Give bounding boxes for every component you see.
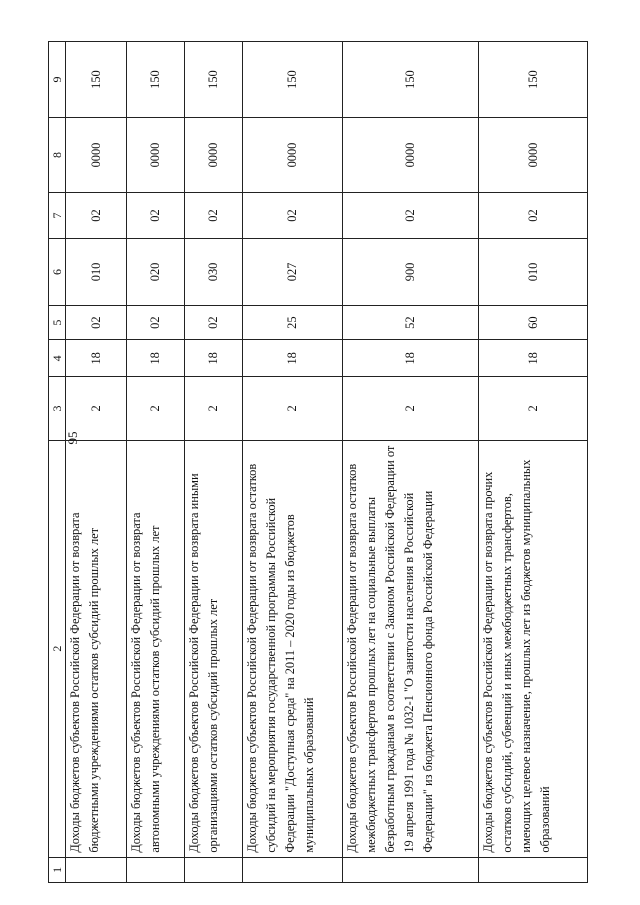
row-cell-c5: 60 [479, 305, 588, 340]
row-cell-c8: 0000 [343, 118, 479, 193]
row-cell-c3: 2 [185, 377, 243, 440]
row-cell-c3: 2 [343, 377, 479, 440]
header-row [49, 42, 66, 883]
table-row [343, 42, 479, 883]
row-cell-c9: 150 [243, 42, 343, 118]
row-cell-c6: 030 [185, 239, 243, 306]
row-cell-c3: 2 [479, 377, 588, 440]
header-col-4: 4 [49, 340, 66, 377]
page-number: 95 [65, 431, 80, 445]
row-cell-c7: 02 [185, 192, 243, 238]
header-col-7: 7 [49, 192, 66, 238]
table-row [66, 42, 127, 883]
row-cell-c7: 02 [243, 192, 343, 238]
row-cell-c7: 02 [127, 192, 185, 238]
row-description: Доходы бюджетов субъектов Российской Федерации от возврата бюджетными учреждениями остатков субсидий прошлых лет [66, 440, 127, 857]
rotated-table-container [48, 41, 586, 883]
row-cell-c7: 02 [343, 192, 479, 238]
row-cell-c4: 18 [185, 340, 243, 377]
table-row [243, 42, 343, 883]
row-cell-c5: 02 [66, 305, 127, 340]
row-cell-c3: 2 [66, 377, 127, 440]
row-description: Доходы бюджетов субъектов Российской Федерации от возврата прочих остатков субсидий, субвенций и иных межбюджетных трансфертов, имеющих целевое назначение, прошлых лет из бюджетов муниципальных образований [479, 440, 588, 857]
header-col-8: 8 [49, 118, 66, 193]
row-cell-c8: 0000 [479, 118, 588, 193]
row-description: Доходы бюджетов субъектов Российской Федерации от возврата остатков субсидий на мероприятия государственной программы Российской Федерации "Доступная среда" на 2011 – 2020 годы из бюджетов муниципальных образований [243, 440, 343, 857]
row-cell-c4: 18 [127, 340, 185, 377]
row-cell-c9: 150 [185, 42, 243, 118]
row-cell-c1 [243, 857, 343, 882]
row-cell-c9: 150 [343, 42, 479, 118]
row-cell-c4: 18 [66, 340, 127, 377]
table-row [479, 42, 588, 883]
row-cell-c4: 18 [243, 340, 343, 377]
row-cell-c1 [185, 857, 243, 882]
header-col-5: 5 [49, 305, 66, 340]
row-cell-c5: 25 [243, 305, 343, 340]
row-description: Доходы бюджетов субъектов Российской Федерации от возврата остатков межбюджетных трансфертов прошлых лет на социальные выплаты безработным гражданам в соответствии с Законом Российской Федерации от 19 апреля 1991 года № 1032-1 "О занятости населения в Российской Федерации" из бюджета Пенсионного фонда Российской Федерации [343, 440, 479, 857]
row-cell-c9: 150 [479, 42, 588, 118]
row-description: Доходы бюджетов субъектов Российской Федерации от возврата автономными учреждениями остатков субсидий прошлых лет [127, 440, 185, 857]
row-cell-c8: 0000 [185, 118, 243, 193]
row-cell-c7: 02 [66, 192, 127, 238]
row-cell-c1 [127, 857, 185, 882]
row-cell-c8: 0000 [127, 118, 185, 193]
row-cell-c8: 0000 [66, 118, 127, 193]
table-row [185, 42, 243, 883]
row-cell-c6: 900 [343, 239, 479, 306]
header-col-6: 6 [49, 239, 66, 306]
header-col-1: 1 [49, 857, 66, 882]
row-cell-c5: 52 [343, 305, 479, 340]
row-cell-c9: 150 [66, 42, 127, 118]
row-cell-c4: 18 [479, 340, 588, 377]
row-cell-c6: 010 [479, 239, 588, 306]
row-cell-c5: 02 [127, 305, 185, 340]
row-cell-c6: 020 [127, 239, 185, 306]
row-cell-c3: 2 [243, 377, 343, 440]
header-col-3: 3 [49, 377, 66, 440]
row-description: Доходы бюджетов субъектов Российской Федерации от возврата иными организациями остатков субсидий прошлых лет [185, 440, 243, 857]
row-cell-c3: 2 [127, 377, 185, 440]
header-col-9: 9 [49, 42, 66, 118]
row-cell-c1 [66, 857, 127, 882]
row-cell-c6: 010 [66, 239, 127, 306]
row-cell-c1 [343, 857, 479, 882]
row-cell-c4: 18 [343, 340, 479, 377]
row-cell-c1 [479, 857, 588, 882]
row-cell-c6: 027 [243, 239, 343, 306]
header-col-2: 2 [49, 440, 66, 857]
table-row [127, 42, 185, 883]
row-cell-c8: 0000 [243, 118, 343, 193]
row-cell-c9: 150 [127, 42, 185, 118]
row-cell-c7: 02 [479, 192, 588, 238]
budget-income-table [48, 41, 588, 883]
row-cell-c5: 02 [185, 305, 243, 340]
